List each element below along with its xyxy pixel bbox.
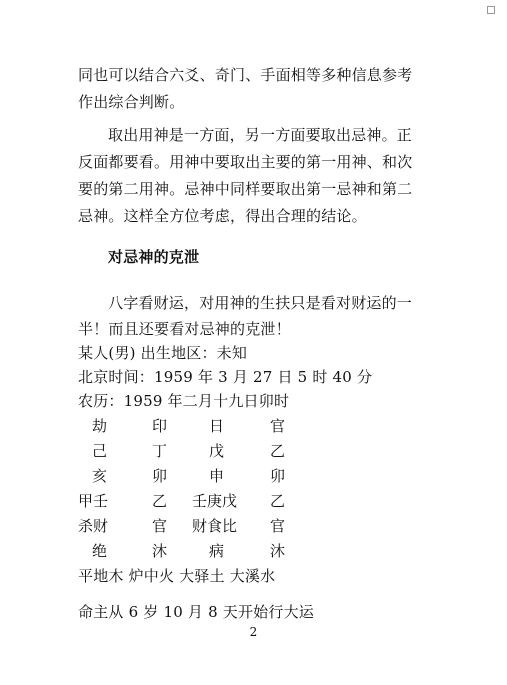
paragraph3-line2: 半！而且还要看对忌神的克泄！ — [78, 320, 291, 338]
bazi-cell: 印 — [152, 417, 168, 435]
bazi-cell: 官 — [152, 517, 168, 535]
page-number: 2 — [249, 625, 258, 639]
bazi-cell: 甲壬 — [78, 492, 109, 510]
bazi-cell: 申 — [209, 467, 225, 485]
bazi-cell: 亥 — [92, 467, 108, 485]
nayin-line: 平地木 炉中火 大驿土 大溪水 — [78, 567, 276, 585]
corner-mark — [487, 6, 495, 14]
bazi-cell: 乙 — [152, 492, 168, 510]
paragraph1-line1: 同也可以结合六爻、奇门、手面相等多种信息参考 — [78, 66, 413, 84]
bazi-cell: 乙 — [270, 442, 286, 460]
paragraph2-line4: 忌神。这样全方位考虑，得出合理的结论。 — [78, 207, 367, 225]
dayun-line: 命主从 6 岁 10 月 8 天开始行大运 — [78, 603, 314, 621]
bazi-cell: 戊 — [209, 442, 225, 460]
bazi-cell: 财食比 — [192, 517, 238, 535]
paragraph1-line2: 作出综合判断。 — [78, 93, 185, 111]
bazi-cell: 病 — [209, 542, 225, 560]
paragraph2-line3: 要的第二用神。忌神中同样要取出第一忌神和第二 — [78, 180, 413, 198]
bazi-cell: 官 — [270, 517, 286, 535]
bazi-cell: 杀财 — [78, 517, 109, 535]
paragraph2-line2: 反面都要看。用神中要取出主要的第一用神、和次 — [78, 153, 413, 171]
bazi-cell: 绝 — [92, 542, 108, 560]
bazi-cell: 日 — [209, 417, 225, 435]
beijing-time-line: 北京时间：1959 年 3 月 27 日 5 时 40 分 — [78, 368, 373, 386]
bazi-cell: 劫 — [92, 417, 108, 435]
bazi-cell: 丁 — [152, 442, 168, 460]
paragraph3-line1: 八字看财运，对用神的生扶只是看对财运的一 — [108, 294, 413, 312]
bazi-cell: 壬庚戊 — [192, 492, 238, 510]
paragraph2-line1: 取出用神是一方面，另一方面要取出忌神。正 — [108, 126, 413, 144]
bazi-cell: 沐 — [270, 542, 286, 560]
bazi-cell: 卯 — [270, 467, 286, 485]
bazi-cell: 沐 — [152, 542, 168, 560]
section-heading: 对忌神的克泄 — [108, 248, 200, 266]
bazi-cell: 官 — [270, 417, 286, 435]
bazi-cell: 乙 — [270, 492, 286, 510]
subject-line: 某人(男) 出生地区：未知 — [78, 344, 248, 362]
bazi-cell: 己 — [92, 442, 108, 460]
bazi-cell: 卯 — [152, 467, 168, 485]
lunar-time-line: 农历：1959 年二月十九日卯时 — [78, 392, 290, 410]
